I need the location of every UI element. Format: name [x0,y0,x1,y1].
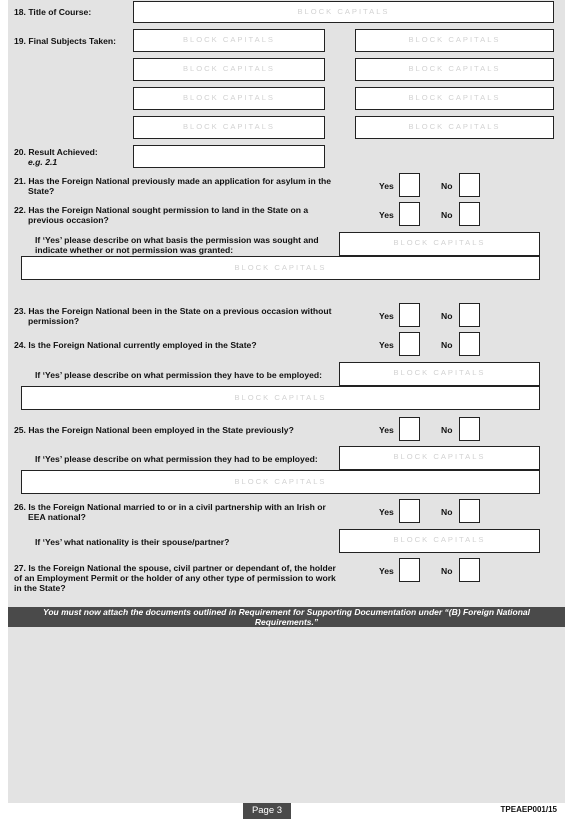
q25-yes-checkbox[interactable] [399,417,420,441]
result-field[interactable] [133,145,325,168]
q25-permission-field[interactable]: BLOCK CAPITALS [339,446,540,470]
q27-no-checkbox[interactable] [459,558,480,582]
q24-yes-checkbox[interactable] [399,332,420,356]
course-title-field[interactable]: BLOCK CAPITALS [133,1,554,23]
q24-permission-field[interactable]: BLOCK CAPITALS [339,362,540,386]
q23-no-checkbox[interactable] [459,303,480,327]
q23-line2: permission? [28,316,80,326]
q25-line1: 25. Has the Foreign National been employed in the State previously? [14,425,294,435]
subject-field-1[interactable]: BLOCK CAPITALS [133,29,325,52]
q27-line2: of an Employment Permit or the holder of any other type of permission to work [14,573,336,583]
q23-line1: 23. Has the Foreign National been in the State on a previous occasion without [14,306,332,316]
q25-details-field[interactable]: BLOCK CAPITALS [21,470,540,494]
q19-label: 19. Final Subjects Taken: [14,36,117,46]
q24-follow: If ‘Yes’ please describe on what permission they have to be employed: [35,370,323,380]
q25-follow: If ‘Yes’ please describe on what permission they had to be employed: [35,454,318,464]
subject-field-5[interactable]: BLOCK CAPITALS [133,87,325,110]
q26-yes-checkbox[interactable] [399,499,420,523]
q21-no-checkbox[interactable] [459,173,480,197]
q26-line2: EEA national? [28,512,86,522]
q26-yes-label: Yes [379,507,394,517]
q27-no-label: No [441,566,453,576]
q22-line2: previous occasion? [28,215,109,225]
q22-details-field[interactable]: BLOCK CAPITALS [21,256,540,280]
q22-basis-field[interactable]: BLOCK CAPITALS [339,232,540,256]
q21-line2: State? [28,186,55,196]
q20-example: e.g. 2.1 [28,157,58,167]
q21-yes-checkbox[interactable] [399,173,420,197]
q27-yes-checkbox[interactable] [399,558,420,582]
q24-no-checkbox[interactable] [459,332,480,356]
q21-line1: 21. Has the Foreign National previously made an application for asylum in the [14,176,332,186]
q26-follow: If ‘Yes’ what nationality is their spouse/partner? [35,537,230,547]
q25-yes-label: Yes [379,425,394,435]
q24-line1: 24. Is the Foreign National currently employed in the State? [14,340,257,350]
q26-line1: 26. Is the Foreign National married to or in a civil partnership with an Irish or [14,502,326,512]
q25-no-checkbox[interactable] [459,417,480,441]
q26-no-label: No [441,507,453,517]
q22-follow-line2: indicate whether or not permission was granted: [35,245,234,255]
documents-notice [8,607,565,627]
q26-no-checkbox[interactable] [459,499,480,523]
q26-nationality-field[interactable]: BLOCK CAPITALS [339,529,540,553]
q22-yes-checkbox[interactable] [399,202,420,226]
q21-no-label: No [441,181,453,191]
q24-no-label: No [441,340,453,350]
subject-field-7[interactable]: BLOCK CAPITALS [133,116,325,139]
subject-field-3[interactable]: BLOCK CAPITALS [133,58,325,81]
subject-field-2[interactable]: BLOCK CAPITALS [355,29,554,52]
page-number: Page 3 [243,803,291,819]
q25-no-label: No [441,425,453,435]
q27-yes-label: Yes [379,566,394,576]
q21-yes-label: Yes [379,181,394,191]
q24-yes-label: Yes [379,340,394,350]
q27-line3: in the State? [14,583,66,593]
subject-field-8[interactable]: BLOCK CAPITALS [355,116,554,139]
q23-yes-checkbox[interactable] [399,303,420,327]
notice-line1: You must now attach the documents outlined in Requirement for Supporting Documentation under “(B) Foreign National [42,607,531,617]
form-code: TPEAEP001/15 [500,805,557,814]
subject-field-4[interactable]: BLOCK CAPITALS [355,58,554,81]
q20-label: 20. Result Achieved: [14,147,98,157]
q24-details-field[interactable]: BLOCK CAPITALS [21,386,540,410]
q22-no-label: No [441,210,453,220]
subject-field-6[interactable]: BLOCK CAPITALS [355,87,554,110]
q22-line1: 22. Has the Foreign National sought permission to land in the State on a [14,205,309,215]
q23-yes-label: Yes [379,311,394,321]
notice-line2: Requirements.” [254,616,319,627]
q22-yes-label: Yes [379,210,394,220]
q23-no-label: No [441,311,453,321]
q22-no-checkbox[interactable] [459,202,480,226]
q22-follow-line1: If ‘Yes’ please describe on what basis the permission was sought and [35,235,319,245]
q18-label: 18. Title of Course: [14,7,92,17]
q27-line1: 27. Is the Foreign National the spouse, civil partner or dependant of, the holder [14,563,336,573]
